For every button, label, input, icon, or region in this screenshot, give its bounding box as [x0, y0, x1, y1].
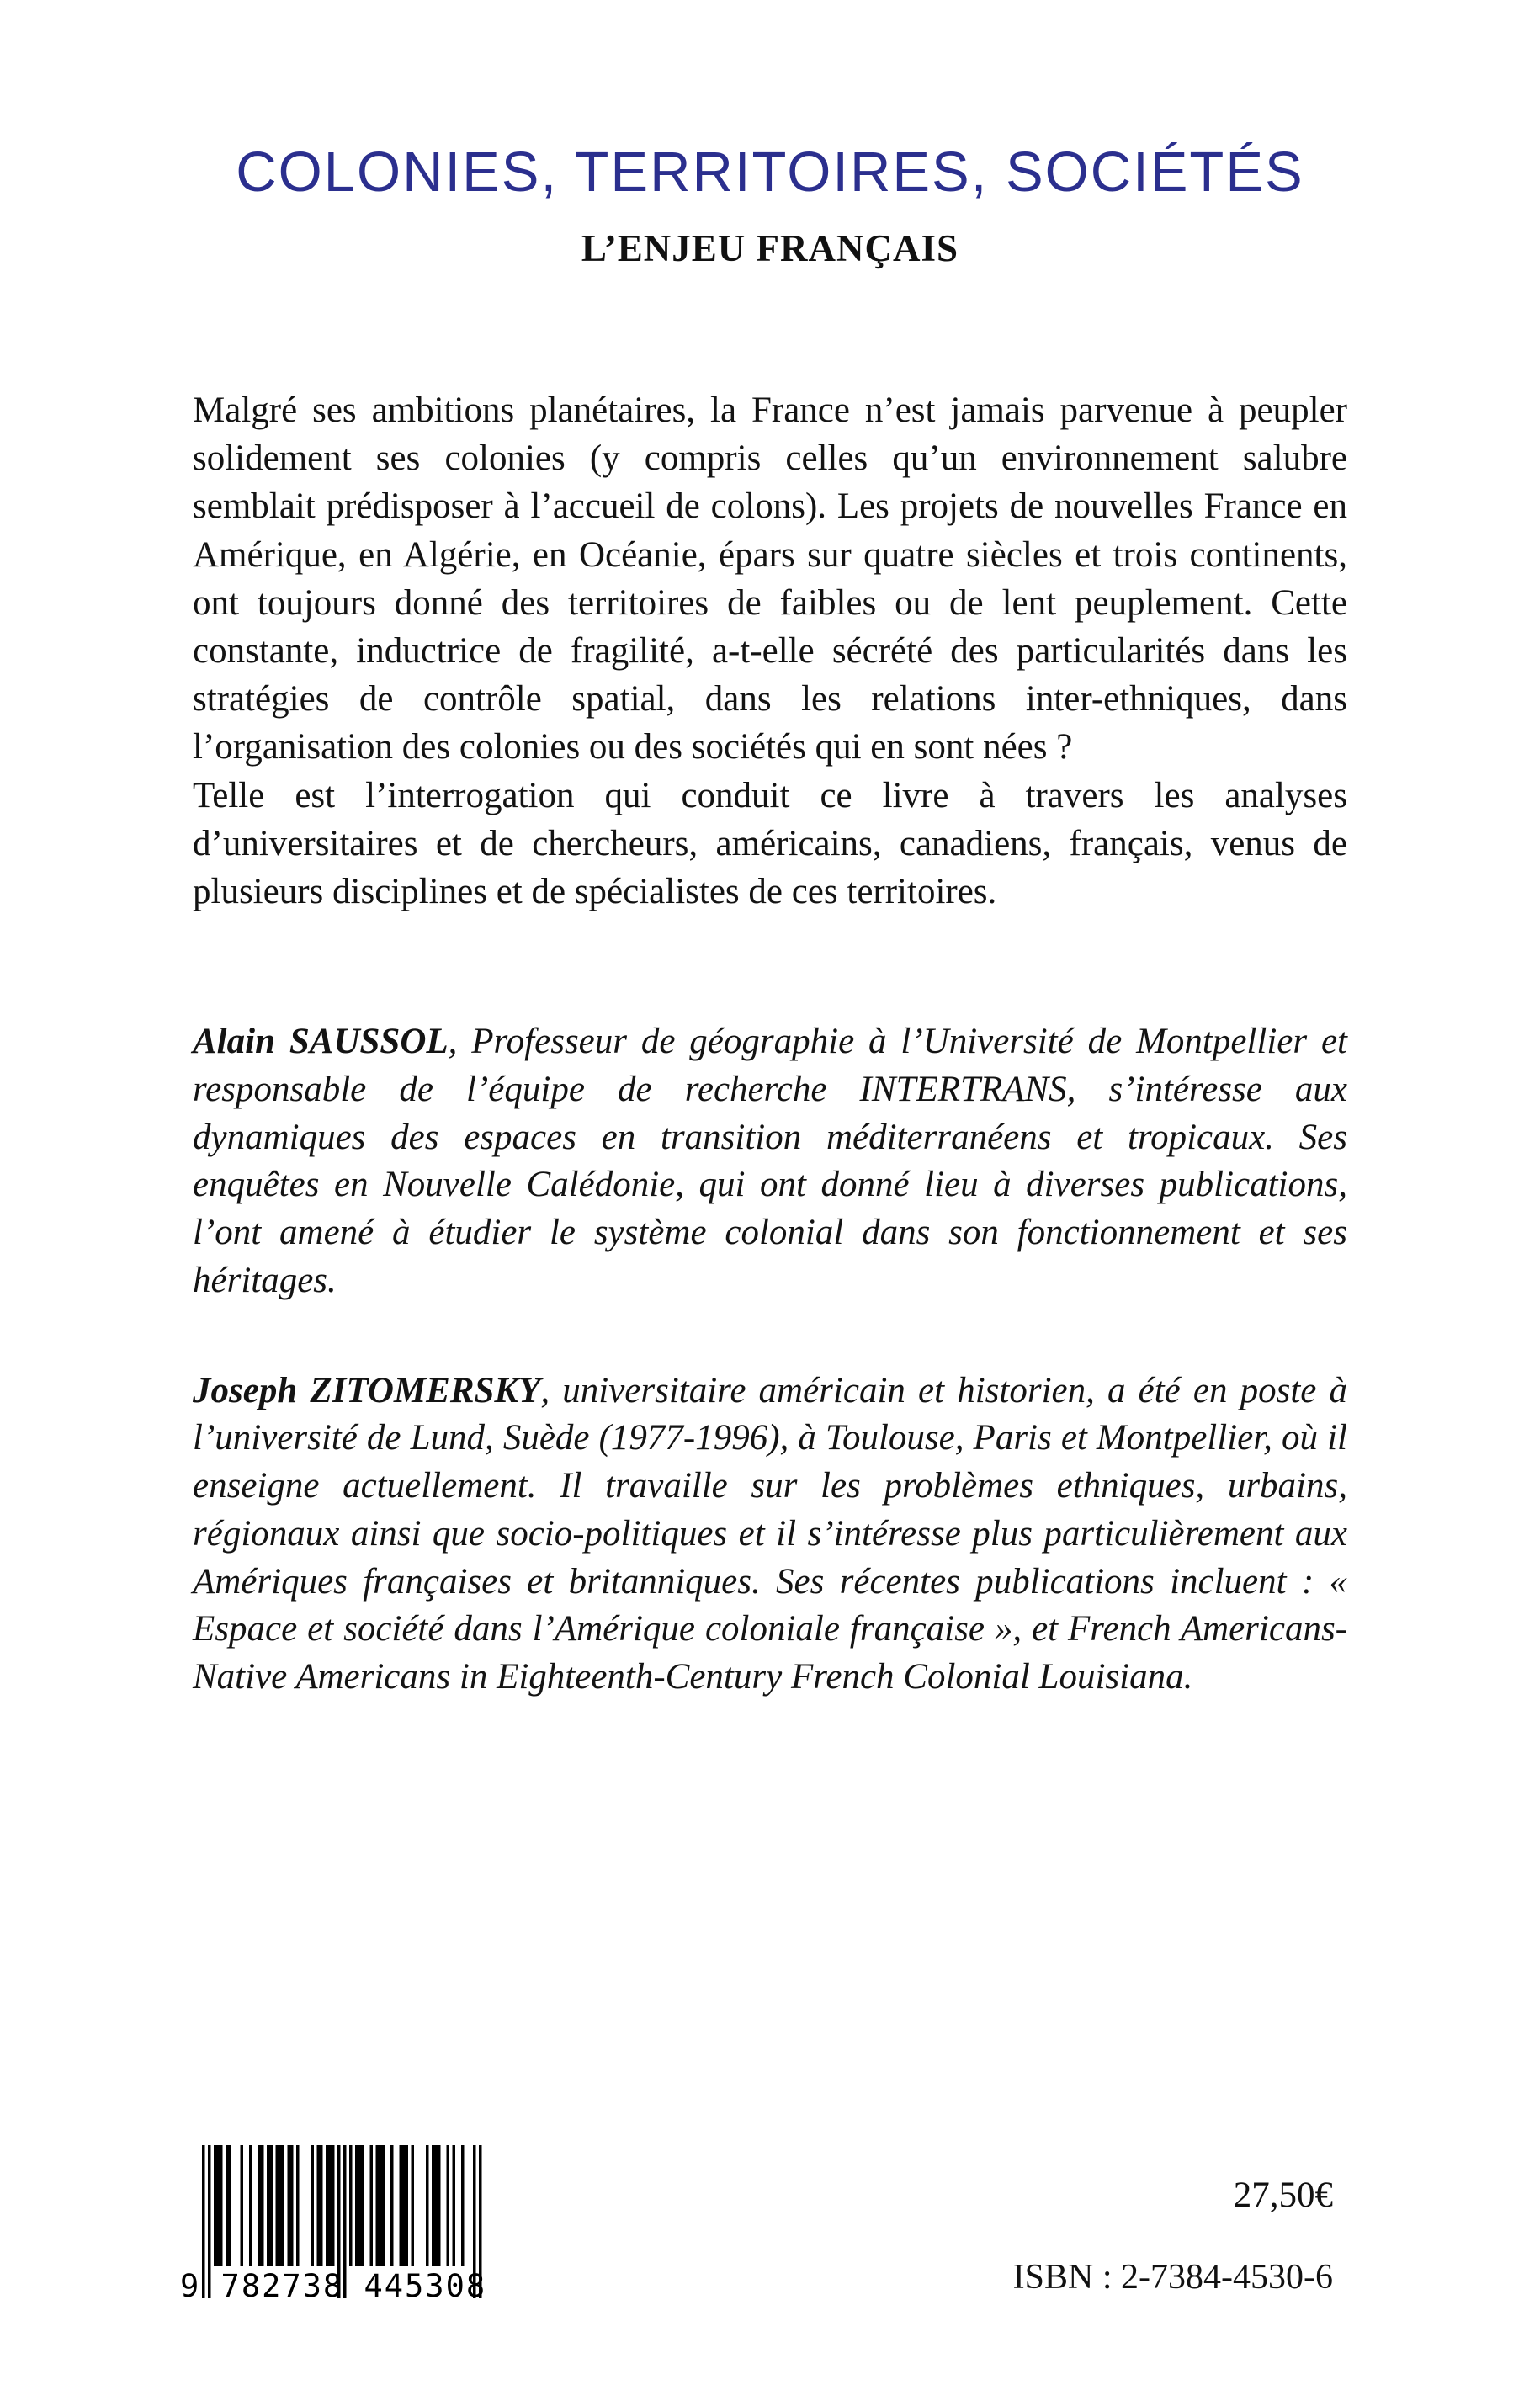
price: 27,50€ [1233, 2175, 1333, 2215]
isbn: ISBN : 2-7384-4530-6 [1012, 2258, 1333, 2297]
author-bio-text-saussol: , Professeur de géographie à l’Université de Montpellier et responsable de l’équipe de recherche INTERTRANS, s’intéresse aux dynamiques des espaces en transition méditerranéens et tropicaux. Ses enquêtes en Nouvelle Calédonie, qui ont donné lieu à diverses publications, l’ont amené à étudier le système colonial dans son fonctionnement et ses héritages. [193, 1022, 1347, 1300]
author-bio-saussol [193, 1018, 1347, 1305]
text-column [193, 386, 1347, 1702]
author-bio-zitomersky [193, 1368, 1347, 1702]
book-title: COLONIES, TERRITOIRES, SOCIÉTÉS [236, 141, 1304, 204]
synopsis-paragraph-2: Telle est l’interrogation qui conduit ce livre à travers les analyses d’universitaires et de chercheurs, américains, canadiens, français, venus de plusieurs disciplines et de spécialistes de ces territoires. [193, 775, 1347, 911]
book-subtitle: L’ENJEU FRANÇAIS [581, 227, 959, 269]
author-name-saussol: Alain SAUSSOL [193, 1022, 449, 1062]
barcode-digits: 9 782738 445308 [180, 2268, 487, 2304]
synopsis-paragraph-1: Malgré ses ambitions planétaires, la France n’est jamais parvenue à peupler solidement ses colonies (y compris celles qu’un environnement salubre semblait prédisposer à l’accueil de colons). Les projets de nouvelles France en Amérique, en Algérie, en Océanie, épars sur quatre siècles et trois continents, ont toujours donné des territoires de faibles ou de lent peuplement. Cette constante, inductrice de fragilité, a-t-elle sécrété des particularités dans les stratégies de contrôle spatial, dans les relations inter-ethniques, dans l’organisation des colonies ou des sociétés qui en sont nées ? [193, 390, 1347, 768]
author-bio-text-zitomersky: , universitaire américain et historien, a été en poste à l’université de Lund, Suède (1977-1996), à Toulouse, Paris et Montpellier, où il enseigne actuellement. Il travaille sur les problèmes ethniques, urbains, régionaux ainsi que socio-politiques et il s’intéresse plus particulièrement aux Amériques françaises et britanniques. Ses récentes publications incluent : « Espace et société dans l’Amérique coloniale française », et French Americans-Native Americans in Eighteenth-Century French Colonial Louisiana. [193, 1370, 1347, 1697]
barcode [180, 2145, 500, 2310]
synopsis [193, 386, 1347, 916]
author-name-zitomersky: Joseph ZITOMERSKY [193, 1370, 541, 1410]
